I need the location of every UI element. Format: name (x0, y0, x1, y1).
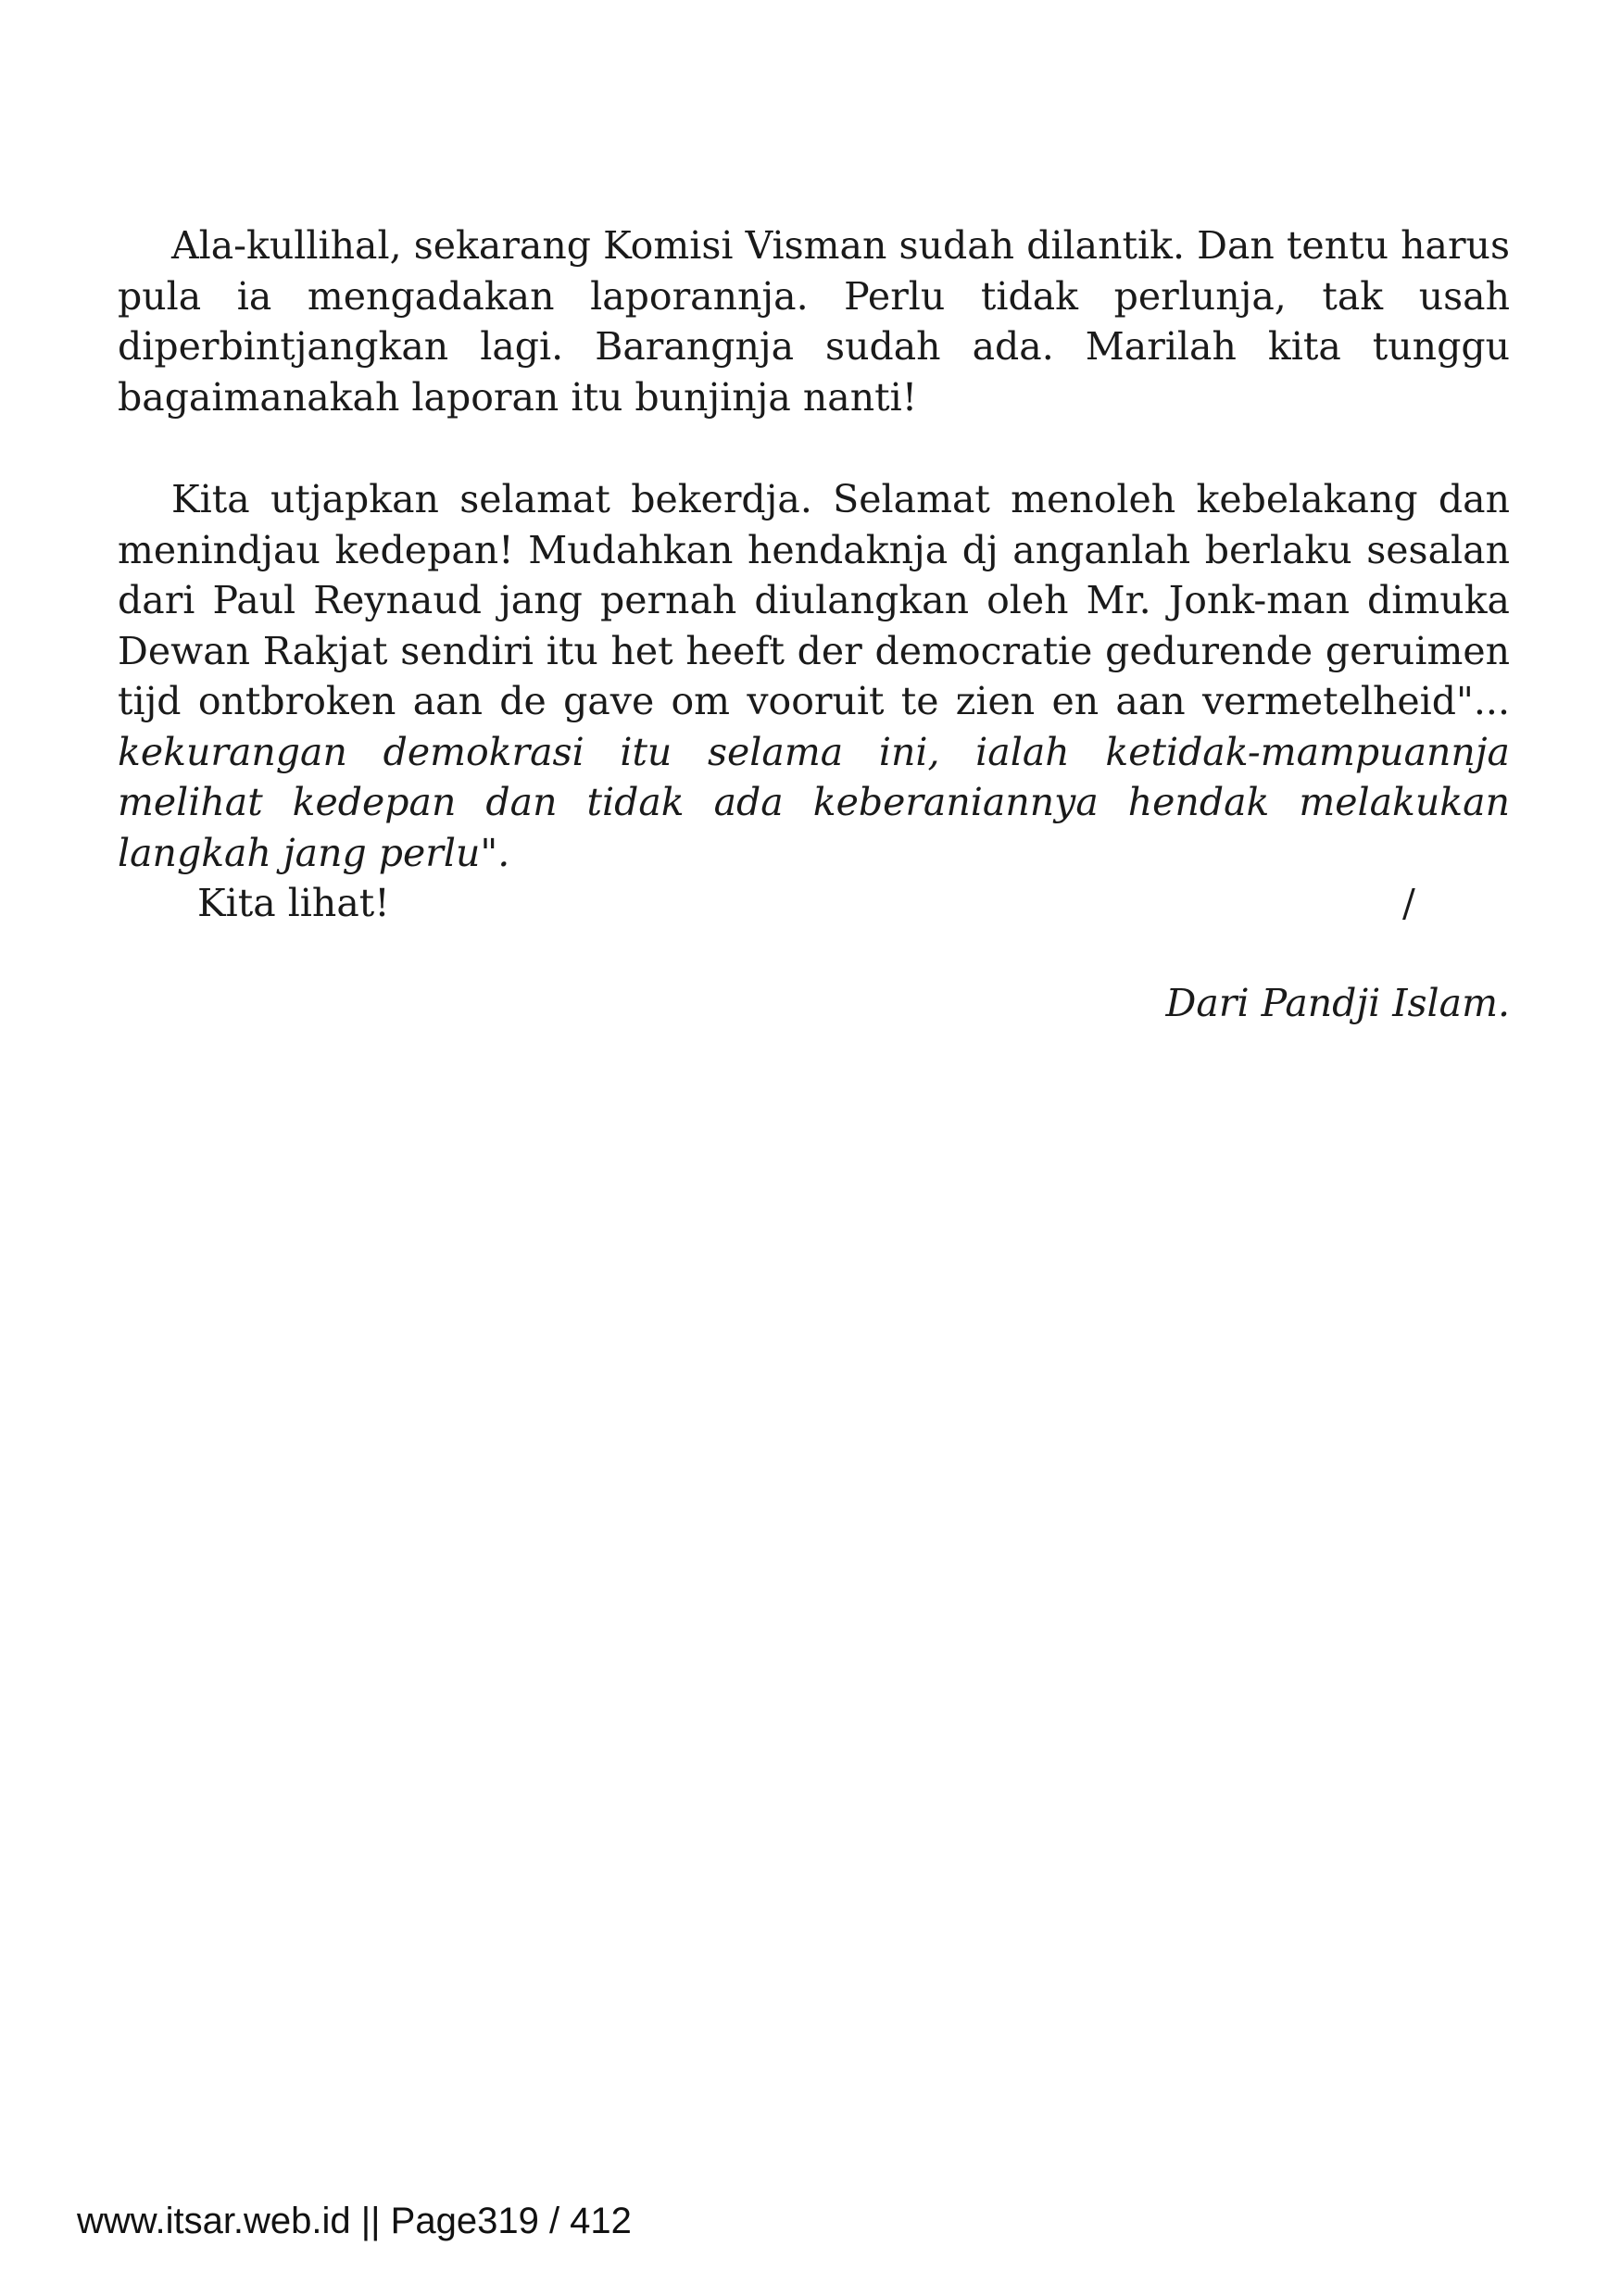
paragraph-2-italic-translation: kekurangan demokrasi itu selama ini, ialah ketidak-mampuannja melihat kedepan dan tidak ada keberaniannya hendak melakukan langkah jang perlu". (118, 729, 1510, 875)
slash-mark: / (1402, 881, 1415, 925)
page-footer: www.itsar.web.id || Page319 / 412 (77, 2201, 632, 2241)
paragraph-1: Ala-kullihal, sekarang Komisi Visman sudah dilantik. Dan tentu harus pula ia mengadakan laporannja. Perlu tidak perlunja, tak usah diperbintjangkan lagi. Barangnja sudah ada. Marilah kita tunggu bagaimanakah laporan itu bunjinja nanti! (118, 223, 1510, 420)
source-attribution: Dari Pandji Islam. (1165, 981, 1510, 1025)
paragraph-2 (118, 474, 1510, 878)
paragraph-2-regular-text: Kita utjapkan selamat bekerdja. Selamat menoleh kebelakang dan menindjau kedepan! Mudahkan hendaknja dj anganlah berlaku sesalan dari Paul Reynaud jang pernah diulangkan oleh Mr. Jonk-man dimuka Dewan Rakjat sendiri itu het heeft der democratie gedurende geruimen tijd ontbroken aan de gave om vooruit te zien en aan vermetelheid"... (118, 477, 1510, 723)
closing-line: Kita lihat! (197, 881, 390, 925)
